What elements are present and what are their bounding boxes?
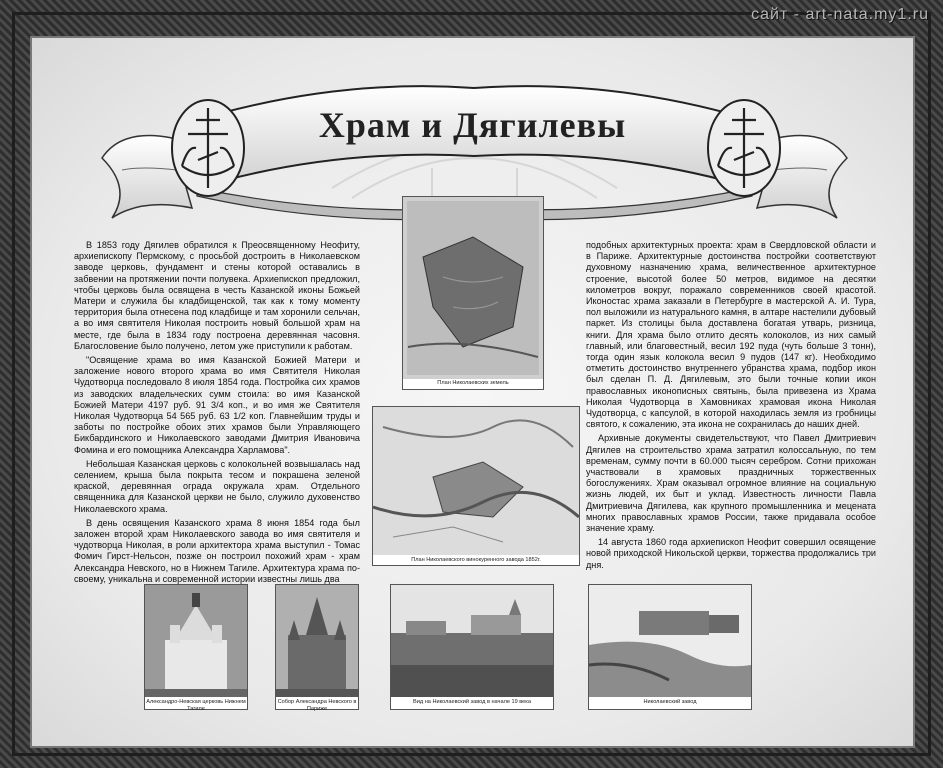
- map-image: [403, 197, 543, 379]
- photo-caption: Вид на Николаевский завод в начале 19 века: [413, 699, 531, 705]
- map-caption: План Николаевских земель: [437, 380, 509, 386]
- left-text-column: [74, 240, 360, 588]
- photo-caption: Николаевский завод: [643, 699, 697, 705]
- photo-caption: Александро-Невская церковь Нижнем Тагиле: [146, 699, 246, 712]
- paragraph: В 1853 году Дягилев обратился к Преосвященному Неофиту, архиепископу Пермскому, с просьбой достроить в Николаевском заводе церковь, фундамент и стены которой оставались в забвении на протяжении почти полувека. Архиепископ предложил, чтобы церковь была освящена в честь Казанской иконы Божьей Матери и служила бы кладбищенской, так как к тому моменту территория была отнесена под кладбище и там хоронили сельчан, а во имя святителя Николая построить новый большой храм на месте, где была в 1834 году построена деревянная часовня. Благословение было получено, летом уже приступили к работам.: [74, 240, 360, 351]
- photo-caption: Собор Александра Невского в Париже: [277, 699, 357, 712]
- site-watermark: сайт - art-nata.my1.ru: [751, 6, 929, 23]
- map-nikolaev-lands: [402, 196, 544, 390]
- map-caption: План Николаевского винокуренного завода 1852г.: [411, 557, 541, 563]
- paragraph: подобных архитектурных проекта: храм в Свердловской области и в Париже. Архитектурные достоинства постройки соответствуют духовному назначению храма, величественное архитектурное строение, высотой более 50 метров, видимое на десятки километров вокруг, поражало современников своей красотой. Иконостас храма заказали в Петербурге в мастерской А. И. Тура, пол выложили из натурального камня, в алтаре настелили дубовый паркет. Из столицы была доставлена богатая утварь, ризница, книги. Для храма было отлито десять колоколов, из них самый главный, или благовестный, весил 192 пуда (чуть больше 3 тонн), тогда один язык колокола весил 9 пудов (147 кг). Необходимо отметить достоинство внутреннего убранства храма, подбор икон был сделан П. Д. Дягилевым, это были точные копии икон православных иконописных святынь, была привезена из Храма Николая Чудотворца в Хамовниках храмовая икона Николая Чудотворца, с капсулой, в которой находилась земля из гробницы святого, к сожалению, эта икона не сохранилась до наших дней.: [586, 240, 876, 430]
- paragraph: 14 августа 1860 года архиепископ Неофит совершил освящение новой приходской Никольской церкви, торжества продолжались три дня.: [586, 537, 876, 570]
- map-distillery-1852: [372, 406, 580, 566]
- map-image: [373, 407, 579, 555]
- right-text-column: [586, 240, 876, 574]
- paragraph: Небольшая Казанская церковь с колокольней возвышалась над селением, крыша была покрыта тесом и покрашена зеленой краской, деревянная ограда окружала храм. Отдельного священника для Казанской церкви не было, служило духовенство Николаевского храма.: [74, 458, 360, 514]
- landscape-photo: [391, 585, 553, 697]
- paragraph: В день освящения Казанского храма 8 июня 1854 года был заложен второй храм Николаевского завода во имя святителя и чудотворца Николая, в роли архитектора храма выступил - Томас Фомич Гирст-Нельсон, позже он построил похожий храм - храм Александра Невского, но в Нижнем Тагиле. Архитектура храма по-своему, уникальна и современной истории известны лишь два: [74, 517, 360, 584]
- paragraph: Архивные документы свидетельствуют, что Павел Дмитриевич Дягилев на строительство храма затратил колоссальную, по тем временам, сумму почти в 60.000 тысяч серебром. Сотни прихожан участвовали в храмовых праздничных торжественных богослужениях. Храм оказывал огромное влияние на социальную жизнь людей, их быт и уклад. Известность личности Павла Дмитриевича Дягилева, как крупного промышленника и мецената многих православных храмов России, также придавала особое значение храму.: [586, 433, 876, 534]
- paragraph: "Освящение храма во имя Казанской Божией Матери и заложение нового второго храма во имя Святителя Николая Чудотворца последовало 8 июля 1854 года. Постройка сих храмов из заводских владельческих сумм стоила: во имя Казанской Божией Матери 4197 руб. 91 3/4 коп., и во имя же Святителя Николая Чудотворца 54 565 руб. 63 1/2 коп. Главнейшим труды и заботы по постройке обоих этих храмов были Управляющего Бикбардинского и Николаевского заводами Дмитрия Ивановича Фомина и его помощника Александра Харламова".: [74, 355, 360, 455]
- church-photo: [145, 585, 247, 697]
- photo-nizhny-tagil-church: [144, 584, 248, 710]
- poster-board: [30, 36, 915, 748]
- church-photo: [276, 585, 358, 697]
- landscape-photo: [589, 585, 751, 697]
- poster-title: Храм и Дягилевы: [318, 105, 627, 145]
- photo-paris-cathedral: [275, 584, 359, 710]
- photo-factory-view: [390, 584, 554, 710]
- photo-nikolaev-factory: [588, 584, 752, 710]
